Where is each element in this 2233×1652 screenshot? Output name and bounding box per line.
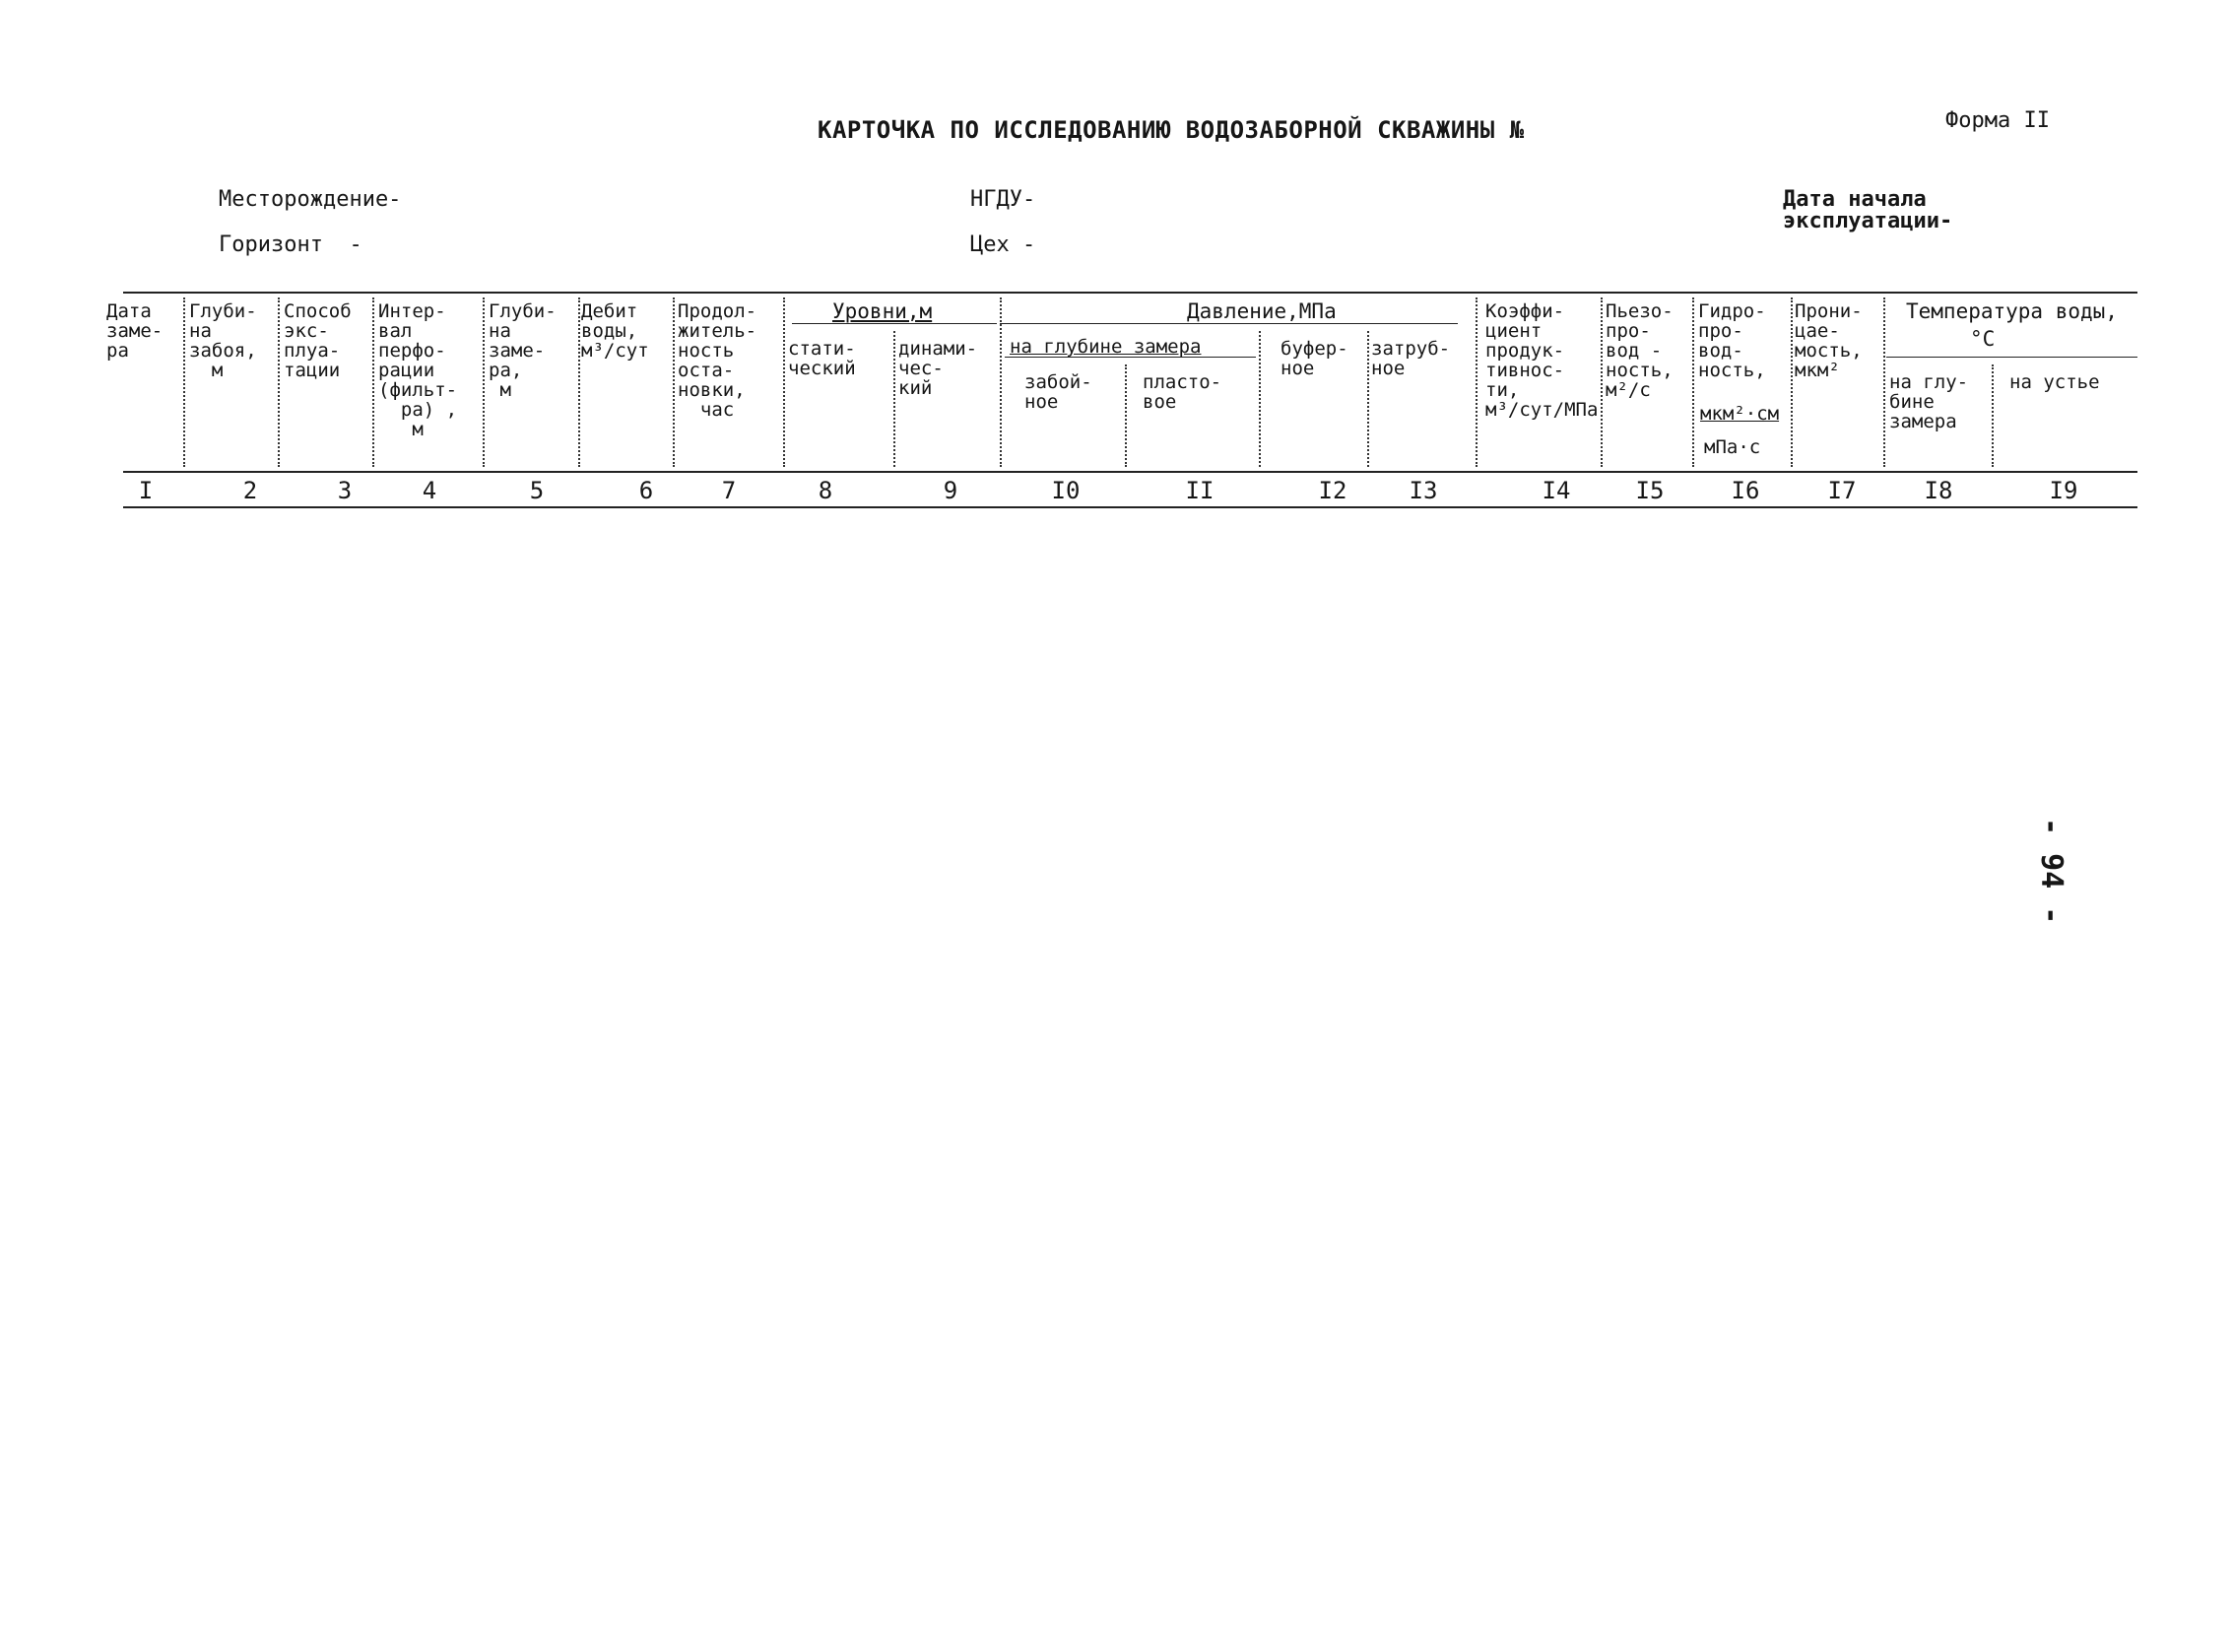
- col-sep: [1692, 297, 1694, 467]
- col-sep: [578, 297, 580, 467]
- header-temp-at-depth: на глу- бине замера: [1889, 371, 1969, 432]
- header-operation-method: Способ экс- плуа- тации: [284, 300, 352, 381]
- header-depth-sub: на глубине замера: [1010, 336, 1202, 358]
- col-sep: [1992, 364, 1994, 467]
- column-number: I8: [1924, 477, 1953, 504]
- column-number: I0: [1051, 477, 1081, 504]
- header-measure-date: Дата заме- ра: [106, 300, 164, 362]
- header-dynamic-level: динами- чес- кий: [898, 338, 978, 399]
- table-header-bottom-rule: [123, 471, 2137, 473]
- column-number: I2: [1318, 477, 1347, 504]
- header-piezoconductivity: Пьезо- про- вод - ность, м²/с: [1606, 300, 1674, 401]
- column-number: 5: [529, 477, 545, 504]
- column-number: 2: [242, 477, 258, 504]
- header-reservoir-pressure: пласто- вое: [1143, 371, 1222, 413]
- header-temperature-unit: °С: [1970, 327, 1996, 351]
- col-sep: [183, 297, 185, 467]
- col-sep: [372, 297, 374, 467]
- table-top-rule: [123, 292, 2137, 294]
- col-sep: [278, 297, 280, 467]
- col-sep: [783, 297, 785, 467]
- col-sep: [1367, 331, 1369, 467]
- header-measure-depth: Глуби- на заме- ра, м: [489, 300, 557, 401]
- header-static-level: стати- ческий: [788, 338, 856, 379]
- header-temperature-group: Температура воды,: [1906, 299, 2118, 323]
- column-number: I4: [1542, 477, 1571, 504]
- column-number: 3: [337, 477, 353, 504]
- column-number: 6: [638, 477, 654, 504]
- col-sep: [893, 331, 895, 467]
- header-shutdown-duration: Продол- житель- ность оста- новки, час: [678, 300, 757, 421]
- column-number: I3: [1409, 477, 1438, 504]
- header-buffer-pressure: буфер- ное: [1281, 338, 1348, 379]
- start-date-label-1: Дата начала: [1783, 187, 1927, 212]
- start-date-label-2: эксплуатации-: [1783, 209, 1953, 233]
- column-number: 7: [721, 477, 737, 504]
- column-number: I5: [1635, 477, 1665, 504]
- column-number: I9: [2049, 477, 2078, 504]
- header-bottomhole-pressure: забой- ное: [1024, 371, 1092, 413]
- column-number: II: [1185, 477, 1215, 504]
- column-number: I7: [1827, 477, 1857, 504]
- col-sep: [1259, 331, 1261, 467]
- header-hydroconductivity-denominator: мПа·с: [1704, 436, 1761, 458]
- header-perforation-interval: Интер- вал перфо- рации (фильт- ра) , м: [378, 300, 458, 440]
- col-sep: [1125, 364, 1127, 467]
- levels-rule: [792, 323, 997, 324]
- shop-label: Цех -: [970, 232, 1036, 257]
- header-hydroconductivity-numerator: мкм²·см: [1700, 403, 1780, 425]
- col-sep: [1601, 297, 1603, 467]
- col-sep: [483, 297, 485, 467]
- col-sep: [1476, 297, 1478, 467]
- horizon-label: Горизонт -: [219, 232, 362, 257]
- page-number: - 94 -: [2034, 818, 2069, 925]
- column-number: 4: [422, 477, 437, 504]
- field-label: Месторождение-: [219, 187, 402, 212]
- header-pressure-group: Давление,МПа: [1187, 299, 1337, 323]
- column-number: I6: [1731, 477, 1760, 504]
- table-bottom-rule: [123, 506, 2137, 508]
- pressure-rule: [1000, 323, 1458, 324]
- header-temp-at-wellhead: на устье: [2009, 371, 2100, 393]
- header-levels-group: Уровни,м: [832, 299, 933, 323]
- header-water-flow: Дебит воды, м³/сут: [581, 300, 649, 362]
- form-label: Форма II: [1945, 108, 2050, 133]
- col-sep: [673, 297, 675, 467]
- header-productivity-coefficient: Коэффи- циент продук- тивнос- ти, м³/сут/МПа: [1485, 300, 1599, 421]
- column-number: 8: [818, 477, 833, 504]
- header-permeability: Прони- цае- мость, мкм²: [1795, 300, 1863, 381]
- ngdu-label: НГДУ-: [970, 187, 1036, 212]
- header-bottom-depth: Глуби- на забоя, м: [189, 300, 257, 381]
- column-number: 9: [943, 477, 958, 504]
- temp-rule: [1886, 357, 2137, 358]
- column-number: I: [138, 477, 154, 504]
- col-sep: [1791, 297, 1793, 467]
- col-sep: [1000, 297, 1002, 467]
- header-hydroconductivity: Гидро- про- вод- ность,: [1698, 300, 1766, 381]
- header-annulus-pressure: затруб- ное: [1371, 338, 1451, 379]
- col-sep: [1883, 297, 1885, 467]
- document-title: КАРТОЧКА ПО ИССЛЕДОВАНИЮ ВОДОЗАБОРНОЙ СКВАЖИНЫ №: [818, 116, 1525, 144]
